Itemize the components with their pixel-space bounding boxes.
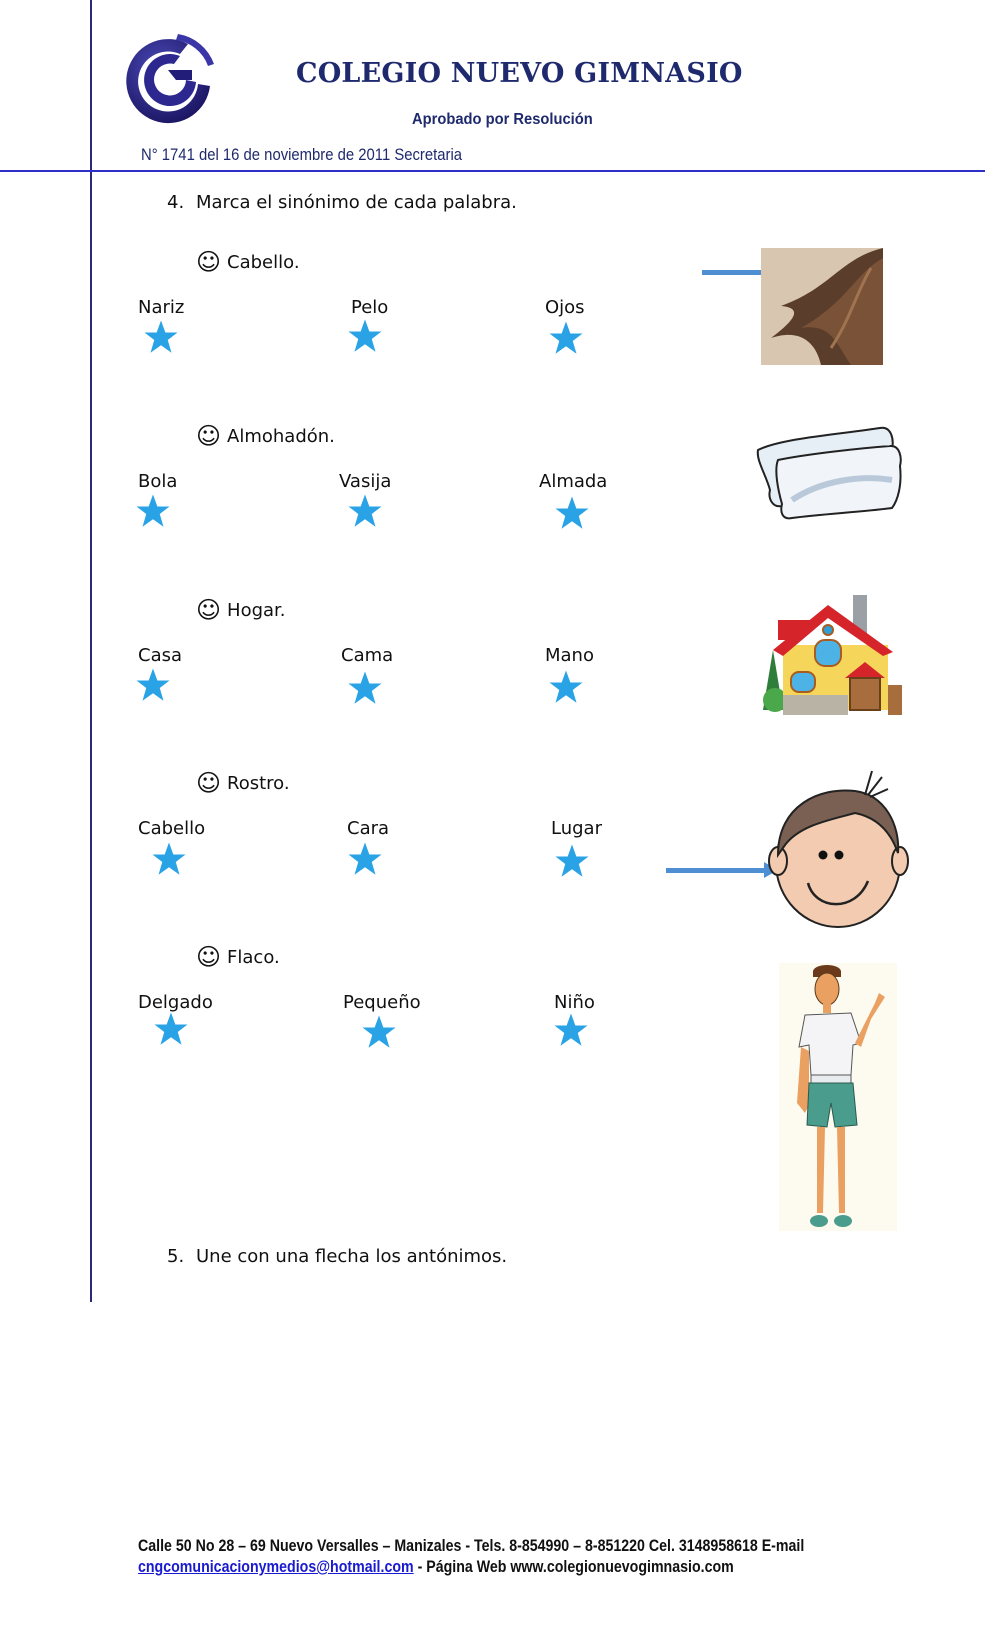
option-label: Nariz	[138, 297, 185, 318]
option-label: Ojos	[545, 297, 585, 318]
star-checkbox[interactable]	[151, 841, 187, 877]
footer-line-2	[138, 1557, 804, 1578]
smiley-icon: ☺	[196, 943, 222, 971]
star-checkbox[interactable]	[553, 1012, 589, 1048]
option-label: Niño	[554, 992, 595, 1013]
website-text: - Página Web www.colegionuevogimnasio.com	[413, 1558, 734, 1576]
footer-address	[138, 1536, 804, 1578]
option-label: Vasija	[339, 471, 392, 492]
arrow-icon	[666, 868, 768, 873]
star-checkbox[interactable]	[361, 1014, 397, 1050]
star-checkbox[interactable]	[548, 669, 584, 705]
approval-line: Aprobado por Resolución	[412, 111, 593, 128]
target-word-hogar	[196, 598, 286, 622]
question-number: 4.	[167, 192, 185, 213]
margin-line	[90, 0, 92, 1302]
star-checkbox[interactable]	[554, 495, 590, 531]
target-word-cabello	[196, 250, 300, 274]
smiley-icon: ☺	[196, 248, 222, 276]
star-checkbox[interactable]	[153, 1011, 189, 1047]
star-checkbox[interactable]	[135, 667, 171, 703]
boy-face-illustration	[760, 765, 910, 930]
option-label: Almada	[539, 471, 608, 492]
option-label: Pelo	[351, 297, 389, 318]
option-label: Delgado	[138, 992, 213, 1013]
target-word-label: Rostro.	[227, 772, 290, 794]
option-label: Mano	[545, 645, 594, 666]
star-checkbox[interactable]	[554, 843, 590, 879]
header-rule	[0, 170, 985, 172]
option-label: Lugar	[551, 818, 602, 839]
option-label: Casa	[138, 645, 183, 666]
question-prompt: Une con una flecha los antónimos.	[196, 1246, 508, 1267]
star-checkbox[interactable]	[347, 841, 383, 877]
question-4-title	[167, 192, 517, 213]
target-word-rostro	[196, 771, 290, 795]
smiley-icon: ☺	[196, 769, 222, 797]
footer-line-1: Calle 50 No 28 – 69 Nuevo Versalles – Manizales - Tels. 8-854990 – 8-851220 Cel. 3148958618 E-mail	[138, 1537, 805, 1555]
target-word-label: Cabello.	[227, 251, 300, 273]
option-label: Cara	[347, 818, 390, 839]
star-checkbox[interactable]	[347, 670, 383, 706]
star-checkbox[interactable]	[347, 493, 383, 529]
smiley-icon: ☺	[196, 422, 222, 450]
option-label: Cabello	[138, 818, 206, 839]
target-word-label: Flaco.	[227, 946, 280, 968]
star-checkbox[interactable]	[135, 493, 171, 529]
school-logo	[118, 24, 218, 124]
long-hair-photo	[761, 248, 883, 365]
target-word-flaco	[196, 945, 280, 969]
question-5-title	[167, 1246, 507, 1267]
option-label: Bola	[138, 471, 178, 492]
target-word-label: Hogar.	[227, 599, 286, 621]
star-checkbox[interactable]	[548, 320, 584, 356]
resolution-line: N° 1741 del 16 de noviembre de 2011 Secretaria	[141, 146, 463, 164]
question-prompt: Marca el sinónimo de cada palabra.	[196, 192, 517, 213]
house-illustration	[753, 590, 903, 730]
thin-boy-illustration	[779, 963, 897, 1231]
option-label: Pequeño	[343, 992, 421, 1013]
question-number: 5.	[167, 1246, 185, 1267]
smiley-icon: ☺	[196, 596, 222, 624]
email-link[interactable]: cngcomunicacionymedios@hotmail.com	[138, 1558, 414, 1576]
option-label: Cama	[341, 645, 394, 666]
target-word-almohadon	[196, 424, 335, 448]
star-checkbox[interactable]	[143, 319, 179, 355]
school-name: COLEGIO NUEVO GIMNASIO	[296, 58, 743, 89]
target-word-label: Almohadón.	[227, 425, 335, 447]
pillows-illustration	[752, 420, 902, 522]
star-checkbox[interactable]	[347, 318, 383, 354]
